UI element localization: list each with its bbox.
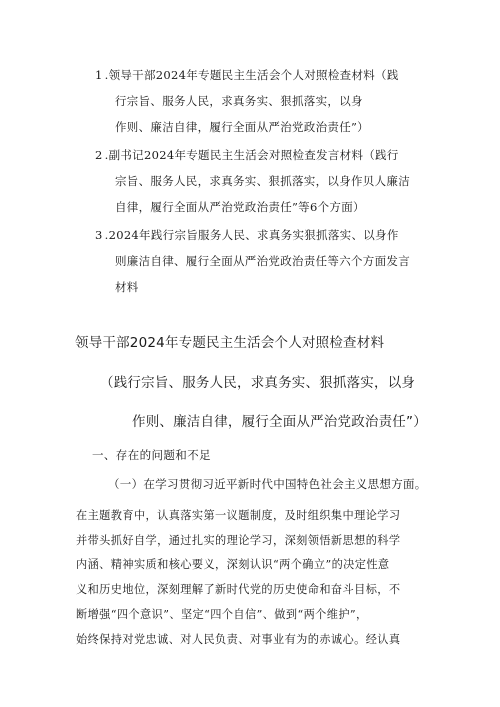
body-line: 断增强“四个意识”、坚定“四个自信”、做到“两个维护”， — [76, 607, 368, 621]
subsection-heading: （一）在学习贯彻习近平新时代中国特色社会主义思想方面。 — [108, 477, 427, 491]
table-of-contents — [95, 62, 445, 300]
body-line: 始终保持对党忠诚、对人民负责、对事业有为的赤诚心。经认真 — [76, 632, 401, 646]
toc-item-title: .副书记2024年专题民主生活会对照检查发言材料（践行 — [104, 148, 399, 162]
toc-item-1[interactable] — [95, 62, 445, 140]
toc-item-line: 行宗旨、服务人民，求真务实、狠抓落实，以身 — [115, 94, 363, 108]
toc-item-number: 1 — [95, 68, 103, 82]
body-paragraph — [76, 504, 436, 652]
toc-item-title: .领导干部2024年专题民主生活会个人对照检查材料（践 — [104, 68, 399, 82]
toc-item-line: 宗旨、服务人民，求真务实、狠抓落实，以身作贝人廉洁 — [115, 174, 410, 188]
toc-item-2[interactable] — [95, 142, 445, 220]
document-subtitle-line-2: 作则、廉洁自律，履行全面从严治党政治责任”） — [132, 414, 427, 430]
toc-item-line: 自律，履行全面从严治党政治责任”等6个方面） — [115, 200, 365, 214]
body-line: 并带头抓好自学，通过扎实的理论学习，深刻领悟新思想的科学 — [76, 533, 401, 547]
toc-item-title: .2024年践行宗旨服务人民、求真务实狠抓落实、以身作 — [104, 228, 399, 242]
document-title: 领导干部2024年专题民主生活会个人对照检查材料 — [75, 335, 385, 351]
toc-item-line: 材料 — [115, 280, 139, 294]
body-line: 内涵、精神实质和核心要义，深刻认识“两个确立”的决定性意 — [76, 558, 390, 572]
body-line: 在主题教育中，认真落实第一议题制度，及时组织集中理论学习 — [76, 509, 401, 522]
section-heading: 一、存在的问题和不足 — [92, 448, 211, 462]
toc-item-number: 3 — [95, 228, 103, 242]
toc-item-3[interactable] — [95, 222, 445, 300]
toc-item-line: 则廉洁自律、履行全面从严治党政治责任等六个方面发言 — [115, 254, 410, 268]
toc-item-line: 作则、廉洁自律，履行全面从严治党政治责任”） — [115, 120, 369, 134]
document-subtitle-line-1: （践行宗旨、服务人民，求真务实、狠抓落实，以身 — [100, 375, 416, 391]
body-line: 义和历史地位，深刻理解了新时代党的历史使命和奋斗目标，不 — [76, 583, 401, 597]
toc-item-number: 2 — [95, 148, 103, 162]
